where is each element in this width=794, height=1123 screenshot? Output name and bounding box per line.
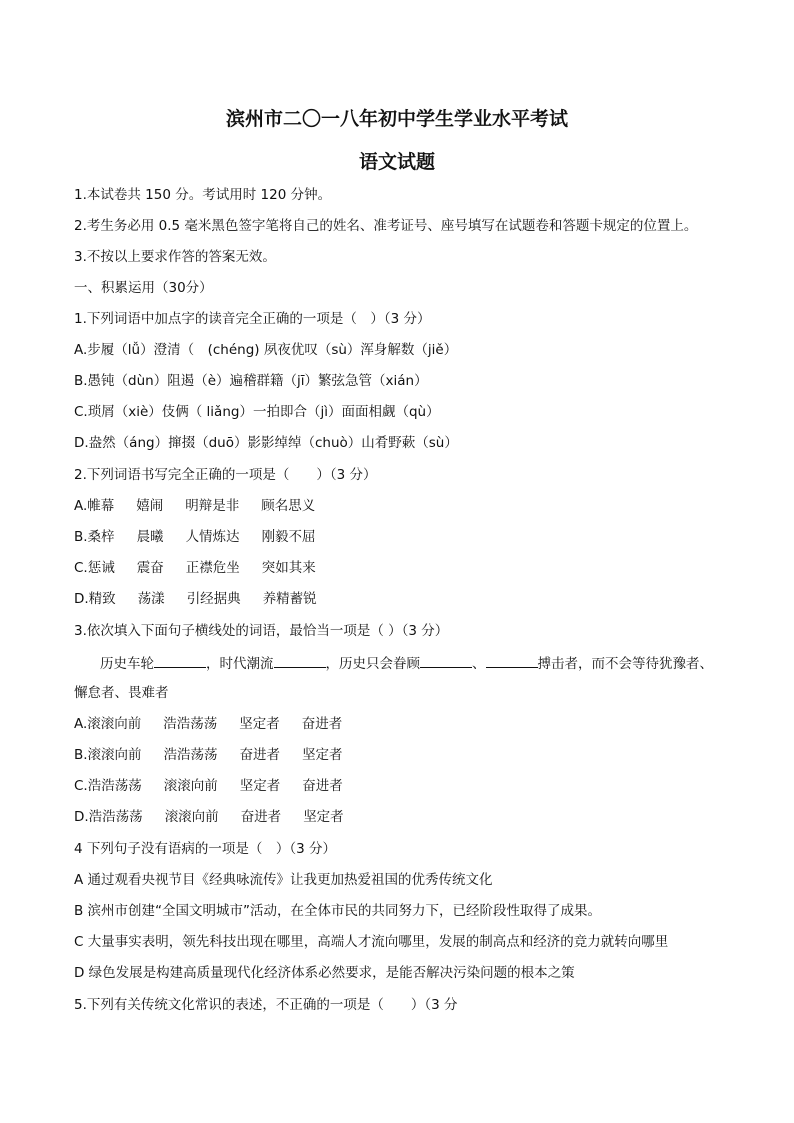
q2-option-word: 顾名思义 — [261, 498, 316, 514]
q3-option-b — [74, 746, 754, 764]
q3-sentence-part: ，历史只会眷顾 — [325, 656, 420, 672]
q4-option-c: C 大量事实表明，领先科技出现在哪里，高端人才流向哪里，发展的制高点和经济的竞力就转向哪里 — [74, 934, 669, 950]
q2-option-word: 养精蓄锐 — [262, 591, 317, 607]
q3-option-word: C.浩浩荡荡 — [74, 778, 142, 794]
q2-option-word: 突如其来 — [261, 560, 316, 576]
q3-option-word: 坚定者 — [303, 809, 344, 825]
q2-option-word: 人情炼达 — [185, 529, 240, 545]
q1-stem: 1.下列词语中加点字的读音完全正确的一项是（ ）（3 分） — [74, 311, 431, 327]
q3-option-word: A.滚滚向前 — [74, 716, 142, 732]
q1-option-c: C.琐屑（xiè）伎俩（ liǎng）一拍即合（jì）面面相觑（qù） — [74, 404, 440, 420]
q2-option-word: 明辩是非 — [185, 498, 240, 514]
q3-sentence-end: 懈怠者、畏难者 — [74, 685, 169, 701]
q3-option-word: B.滚滚向前 — [74, 747, 142, 763]
instruction-1: 1.本试卷共 150 分。考试用时 120 分钟。 — [74, 187, 332, 203]
q1-option-d: D.盎然（áng）撺掇（duō）影影绰绰（chuò）山肴野蔌（sù） — [74, 435, 458, 451]
q1-option-a: A.步履（lǚ）澄清（ (chéng) 夙夜优叹（sù）浑身解数（jiě） — [74, 342, 458, 358]
q2-option-word: D.精致 — [74, 591, 116, 607]
instruction-2: 2.考生务必用 0.5 毫米黑色签字笔将自己的姓名、准考证号、座号填写在试题卷和答题卡规定的位置上。 — [74, 218, 698, 234]
q3-option-word: 滚滚向前 — [164, 809, 219, 825]
q3-blank-3 — [420, 653, 472, 668]
q3-blank-1 — [154, 653, 206, 668]
q2-stem: 2.下列词语书写完全正确的一项是（ ）（3 分） — [74, 467, 377, 483]
q2-option-d — [74, 590, 754, 608]
q3-option-word: 坚定者 — [302, 747, 343, 763]
q3-option-word: 滚滚向前 — [163, 778, 218, 794]
q2-option-word: 荡漾 — [137, 591, 165, 607]
q3-blank-2 — [274, 653, 326, 668]
q3-option-word: 坚定者 — [239, 716, 280, 732]
q3-stem: 3.依次填入下面句子横线处的词语，最恰当一项是（ ）（3 分） — [74, 623, 449, 639]
q4-option-d: D 绿色发展是构建高质量现代化经济体系必然要求，是能否解决污染问题的根本之策 — [74, 965, 575, 981]
q3-sentence — [100, 653, 780, 673]
exam-subtitle: 语文试题 — [358, 151, 435, 173]
q3-blank-4 — [486, 653, 538, 668]
q2-option-word: 晨曦 — [136, 529, 164, 545]
q3-option-word: 奋进者 — [301, 716, 343, 732]
q2-option-word: 引经据典 — [186, 591, 241, 607]
q2-option-word: B.桑梓 — [74, 529, 115, 545]
q4-stem: 4 下列句子没有语病的一项是（ ）（3 分） — [74, 841, 337, 857]
q2-option-word: C.惩诫 — [74, 560, 115, 576]
q1-option-b: B.愚钝（dùn）阻遏（è）遍稽群籍（jī）繁弦急管（xián） — [74, 373, 428, 389]
q2-option-a — [74, 497, 754, 515]
q3-option-d — [74, 808, 754, 826]
q3-sentence-part: 搏击者，而不会等待犹豫者、 — [537, 656, 713, 672]
q4-option-a: A 通过观看央视节目《经典咏流传》让我更加热爱祖国的优秀传统文化 — [74, 872, 493, 888]
q3-option-word: 奋进者 — [302, 778, 343, 794]
instruction-3: 3.不按以上要求作答的答案无效。 — [74, 249, 276, 265]
q3-option-word: D.浩浩荡荡 — [74, 809, 143, 825]
q2-option-c — [74, 559, 754, 577]
q3-option-c — [74, 777, 754, 795]
q3-sentence-part: ，时代潮流 — [206, 656, 274, 672]
q3-option-word: 浩浩荡荡 — [163, 716, 218, 732]
q3-option-a — [74, 715, 754, 733]
q3-sentence-part: 历史车轮 — [100, 656, 154, 672]
section-heading: 一、积累运用（30分） — [74, 280, 213, 296]
q3-option-word: 奋进者 — [239, 747, 281, 763]
q3-option-word: 坚定者 — [239, 778, 281, 794]
q3-option-word: 浩浩荡荡 — [163, 747, 218, 763]
q2-option-word: 正襟危坐 — [185, 560, 240, 576]
q2-option-word: 嬉闹 — [136, 498, 164, 514]
q2-option-word: 刚毅不屈 — [261, 529, 316, 545]
q2-option-word: 震奋 — [136, 560, 164, 576]
exam-title: 滨州市二〇一八年初中学生学业水平考试 — [225, 108, 568, 130]
q3-sentence-part: 、 — [472, 656, 486, 672]
q2-option-b — [74, 528, 754, 546]
q3-option-word: 奋进者 — [240, 809, 282, 825]
q4-option-b: B 滨州市创建“全国文明城市”活动，在全体市民的共同努力下，已经阶段性取得了成果。 — [74, 903, 602, 919]
q2-option-word: A.帷幕 — [74, 498, 115, 514]
q5-stem: 5.下列有关传统文化常识的表述，不正确的一项是（ ）（3 分 — [74, 997, 458, 1013]
